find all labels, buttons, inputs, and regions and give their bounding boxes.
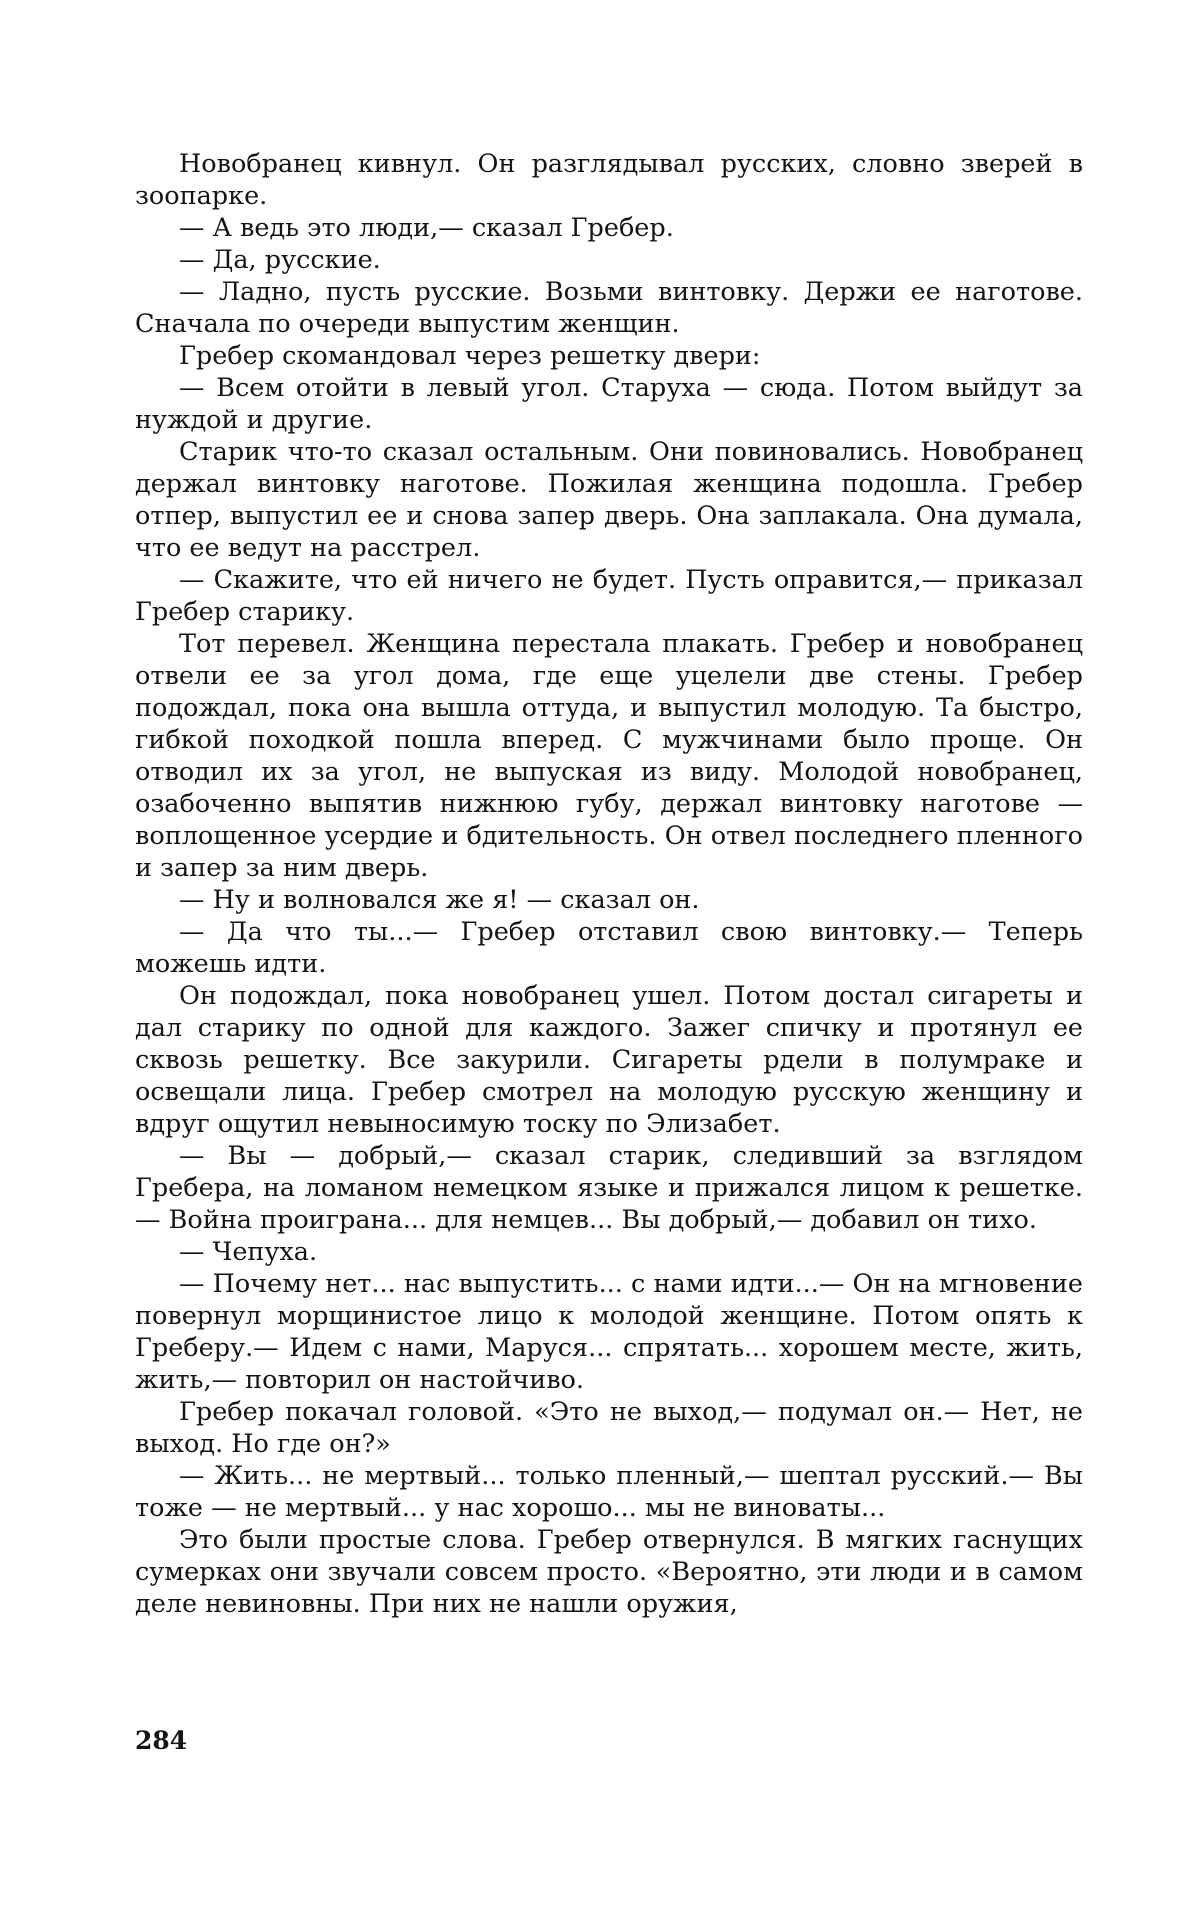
paragraph: Он подождал, пока новобранец ушел. Потом достал сигареты и дал старику по одной для каждого. Зажег спичку и протянул ее сквозь решетку. Все закурили. Сигареты рдели в полумраке и освещали лица. Гребер смотрел на молодую русскую женщину и вдруг ощутил невыносимую тоску по Элизабет. [135,981,1083,1139]
paragraph: — Да что ты...— Гребер отставил свою винтовку.— Теперь можешь идти. [135,917,1083,979]
paragraph: — А ведь это люди,— сказал Гребер. [179,213,674,243]
paragraph: — Вы — добрый,— сказал старик, следивший за взглядом Гребера, на ломаном немецком языке и прижался лицом к решетке.— Война проиграна... для немцев... Вы добрый,— добавил он тихо. [135,1141,1083,1235]
text-column [135,148,1083,1620]
paragraph: Старик что-то сказал остальным. Они повиновались. Новобранец держал винтовку наготове. Пожилая женщина подошла. Гребер отпер, выпустил ее и снова запер дверь. Она заплакала. Она думала, что ее ведут на расстрел. [135,437,1083,563]
paragraph: — Всем отойти в левый угол. Старуха — сюда. Потом выйдут за нуждой и другие. [135,373,1083,435]
paragraph: — Скажите, что ей ничего не будет. Пусть оправится,— приказал Гребер старику. [135,565,1083,627]
paragraph: — Ладно, пусть русские. Возьми винтовку. Держи ее наготове. Сначала по очереди выпустим женщин. [135,277,1083,339]
page-number: 284 [135,1726,188,1755]
paragraph: — Почему нет... нас выпустить... с нами идти...— Он на мгновение повернул морщинистое лицо к молодой женщине. Потом опять к Греберу.— Идем с нами, Маруся... спрятать... хорошем месте, жить, жить,— повторил он настойчиво. [135,1269,1083,1395]
paragraph: — Жить... не мертвый... только пленный,— шептал русский.— Вы тоже — не мертвый... у нас хорошо... мы не виноваты... [135,1461,1083,1523]
paragraph: Гребер скомандовал через решетку двери: [179,341,761,371]
paragraph: Это были простые слова. Гребер отвернулся. В мягких гаснущих сумерках они звучали совсем просто. «Вероятно, эти люди и в самом деле невиновны. При них не нашли оружия, [135,1525,1083,1619]
paragraph: Тот перевел. Женщина перестала плакать. Гребер и новобранец отвели ее за угол дома, где еще уцелели две стены. Гребер подождал, пока она вышла оттуда, и выпустил молодую. Та быстро, гибкой походкой пошла вперед. С мужчинами было проще. Он отводил их за угол, не выпуская из виду. Молодой новобранец, озабоченно выпятив нижнюю губу, держал винтовку наготове — воплощенное усердие и бдительность. Он отвел последнего пленного и запер за ним дверь. [135,629,1083,883]
page-body [135,148,1083,1620]
paragraph: — Ну и волновался же я! — сказал он. [179,885,700,915]
paragraph: — Чепуха. [179,1237,318,1267]
paragraph: — Да, русские. [179,245,381,275]
paragraph: Новобранец кивнул. Он разглядывал русских, словно зверей в зоопарке. [135,149,1083,211]
paragraph: Гребер покачал головой. «Это не выход,— подумал он.— Нет, не выход. Но где он?» [135,1397,1083,1459]
